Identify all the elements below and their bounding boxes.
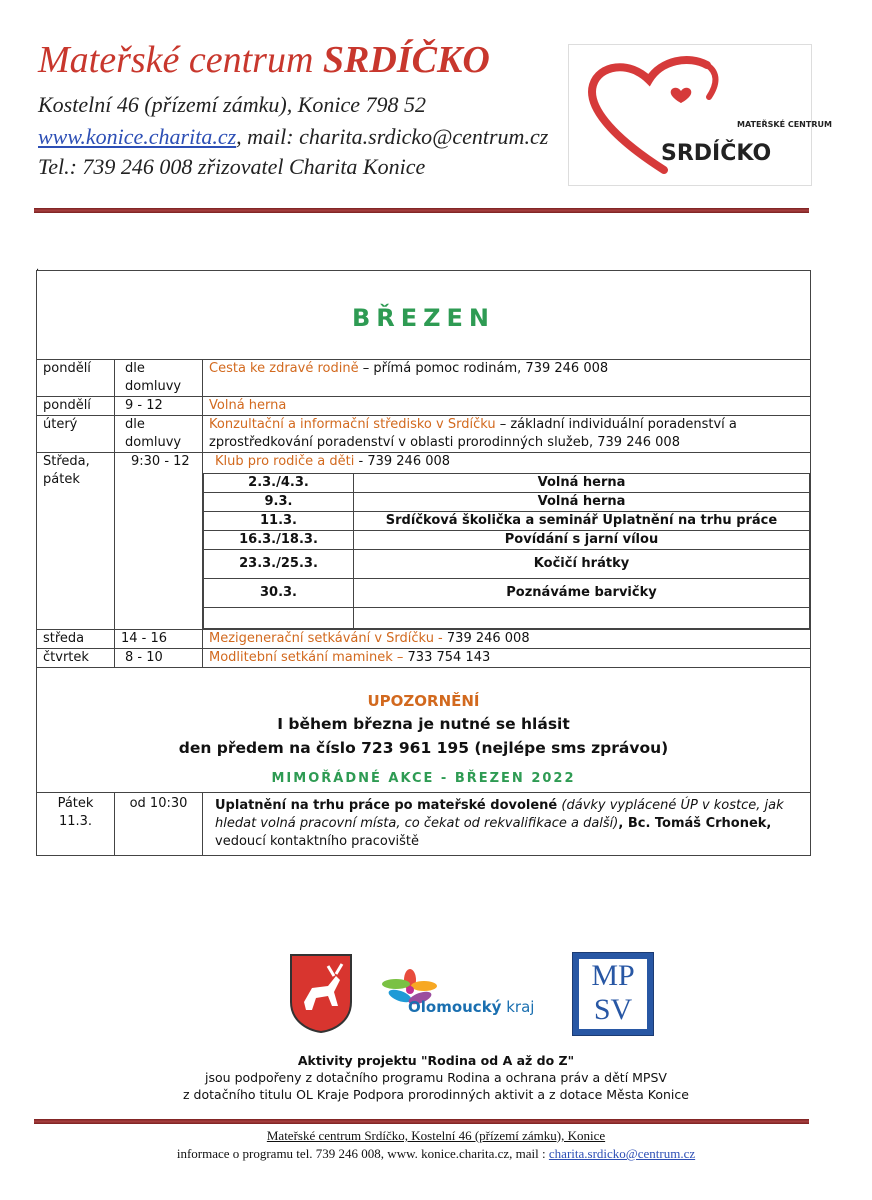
- row-time: 8 - 10: [115, 649, 203, 668]
- stray-dot: .: [36, 262, 40, 273]
- table-row: [37, 453, 811, 630]
- srdicko-logo: [568, 44, 832, 186]
- project-footer: [0, 1052, 872, 1103]
- row-time: 9 - 12: [115, 397, 203, 416]
- row-day: pondělí: [37, 360, 115, 397]
- row-day: pondělí: [37, 397, 115, 416]
- mail-link[interactable]: charita.srdicko@centrum.cz: [548, 1146, 696, 1161]
- special-heading: MIMOŘÁDNÉ AKCE - BŘEZEN 2022: [271, 771, 576, 786]
- notice-cell: [37, 668, 811, 793]
- title-prefix: Mateřské centrum: [38, 39, 314, 81]
- bottom-line1: Mateřské centrum Srdíčko, Kostelní 46 (přízemí zámku), Konice: [266, 1128, 606, 1143]
- table-row: [37, 793, 811, 856]
- notice-line1: I během března je nutné se hlásit: [277, 715, 570, 733]
- mail-text: , mail: charita.srdicko@centrum.cz: [236, 124, 549, 149]
- club-event-row: [204, 608, 810, 629]
- row-day: Středa, pátek: [37, 453, 115, 630]
- tel-line: Tel.: 739 246 008 zřizovatel Charita Konice: [38, 154, 426, 179]
- header-divider: [34, 208, 809, 213]
- club-event-row: 16.3./18.3. Povídání s jarní vílou: [204, 531, 810, 550]
- row-time: 9:30 - 12: [115, 453, 203, 630]
- bottom-line2: informace o programu tel. 739 246 008, www. konice.charita.cz, mail : charita.srdicko@centrum.cz: [176, 1146, 696, 1161]
- schedule-table: [36, 270, 811, 856]
- row-day: Pátek 11.3.: [37, 793, 115, 856]
- bottom-contact: [0, 1127, 872, 1163]
- table-row: [37, 397, 811, 416]
- web-link[interactable]: www.konice.charita.cz: [38, 124, 237, 149]
- club-cell: Klub pro rodiče a děti - 739 246 008 2.3./4.3. Volná herna 9.3. Volná herna 11.3. Srdíčková školička a seminář Uplatnění na trhu práce 16.3./18.3. Povídání s jarní vílou 23.3./25.3. Kočičí hrátky 30.3. Poznáváme barvičky: [203, 453, 811, 630]
- address-line: Kostelní 46 (přízemí zámku), Konice 798 52: [38, 92, 427, 117]
- row-activity: Mezigenerační setkávání v Srdíčku - 739 246 008: [203, 630, 811, 649]
- page-title: [38, 38, 490, 82]
- footer-line1: Aktivity projektu "Rodina od A až do Z": [297, 1053, 575, 1068]
- club-events-table: [203, 473, 810, 629]
- row-day: středa: [37, 630, 115, 649]
- club-event-row: 9.3. Volná herna: [204, 493, 810, 512]
- olomoucky-kraj-logo: [370, 966, 550, 1026]
- mpsv-logo: MP SV: [572, 952, 654, 1036]
- row-time: dle domluvy: [115, 360, 203, 397]
- olomoucky-text: Olomoucký: [408, 998, 502, 1016]
- club-event-row: 30.3. Poznáváme barvičky: [204, 579, 810, 608]
- club-event-row: 2.3./4.3. Volná herna: [204, 474, 810, 493]
- table-row: [37, 649, 811, 668]
- table-row: [37, 630, 811, 649]
- contact-line: [38, 124, 548, 150]
- footer-divider: [34, 1119, 809, 1124]
- row-time: 14 - 16: [115, 630, 203, 649]
- row-activity: Konzultační a informační středisko v Srdíčku – základní individuální poradenství a zprostředkování poradenství v oblasti prorodinných služeb, 739 246 008: [203, 416, 811, 453]
- row-day: čtvrtek: [37, 649, 115, 668]
- footer-line3: z dotačního titulu OL Kraje Podpora prorodinných aktivit a z dotace Města Konice: [183, 1087, 689, 1102]
- notice-title: UPOZORNĚNÍ: [367, 692, 480, 710]
- row-day: úterý: [37, 416, 115, 453]
- footer-line2: jsou podpořeny z dotačního programu Rodina a ochrana práv a dětí MPSV: [205, 1070, 667, 1085]
- table-row: [37, 416, 811, 453]
- svg-text:MATEŘSKÉ CENTRUM: MATEŘSKÉ CENTRUM: [737, 120, 832, 129]
- club-event-row: 11.3. Srdíčková školička a seminář Uplatnění na trhu práce: [204, 512, 810, 531]
- heart-icon: [569, 45, 832, 185]
- konice-coat-of-arms-icon: [288, 952, 354, 1034]
- kraj-text: kraj: [506, 998, 535, 1016]
- svg-text:SRDÍČKO: SRDÍČKO: [661, 141, 772, 166]
- table-row: [37, 360, 811, 397]
- title-name: SRDÍČKO: [322, 39, 490, 81]
- row-activity: Cesta ke zdravé rodině – přímá pomoc rodinám, 739 246 008: [203, 360, 811, 397]
- row-activity: Modlitební setkání maminek – 733 754 143: [203, 649, 811, 668]
- row-activity: Volná herna: [203, 397, 811, 416]
- notice-line2: den předem na číslo 723 961 195 (nejlépe sms zprávou): [178, 739, 669, 757]
- club-event-row: 23.3./25.3. Kočičí hrátky: [204, 550, 810, 579]
- row-time: od 10:30: [115, 793, 203, 856]
- flower-icon: [370, 966, 550, 1026]
- row-time: dle domluvy: [115, 416, 203, 453]
- month-heading: BŘEZEN: [351, 304, 496, 332]
- special-activity: Uplatnění na trhu práce po mateřské dovolené (dávky vyplácené ÚP v kostce, jak hledat volná pracovní místa, co čekat od rekvalifikace a další), Bc. Tomáš Crhonek, vedoucí kontaktního pracoviště: [203, 793, 811, 856]
